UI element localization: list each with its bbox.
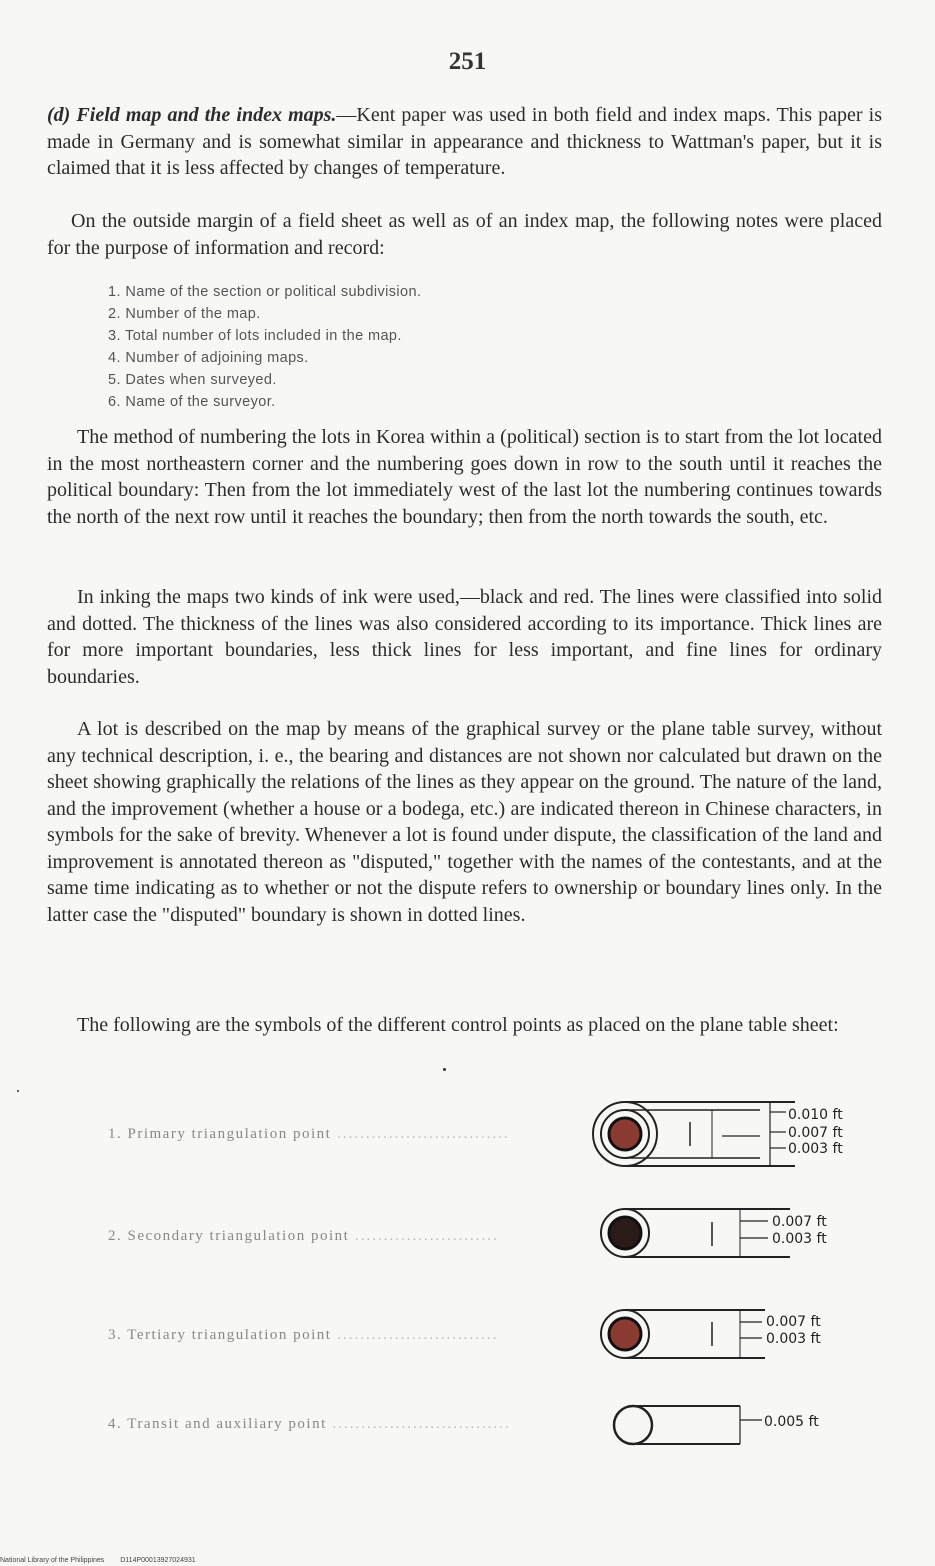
dimension-label: 0.007 ft xyxy=(772,1214,827,1230)
tertiary-point-symbol xyxy=(601,1310,765,1358)
paragraph-lead: (d) Field map and the index maps. xyxy=(47,104,337,126)
paragraph-lot-description: A lot is described on the map by means of the graphical survey or the plane table survey, without any technical description, i. e., the bearing and distances are not shown nor calculated but drawn on the sheet showing graphically the relations of the lines as they appear on the ground. The nature of the land, and the improvement (whether a house or a bodega, etc.) are indicated thereon in Chinese characters, in symbols for the sake of brevity. Whenever a lot is found under dispute, the classification of the land and improvement is annotated thereon as "disputed," together with the names of the contestants, and at the same time indicating as to whether or not the dispute refers to ownership or boundary lines only. In the latter case the "disputed" boundary is shown in dotted lines. xyxy=(47,718,882,926)
primary-point-symbol xyxy=(593,1102,795,1166)
dimension-label: 0.003 ft xyxy=(788,1141,843,1157)
note-item: 3. Total number of lots included in the map. xyxy=(108,328,402,344)
dimension-label: 0.007 ft xyxy=(788,1125,843,1141)
secondary-point-symbol xyxy=(601,1209,790,1257)
dimension-label: 0.007 ft xyxy=(766,1314,821,1330)
footer-library: National Library of the Philippines xyxy=(0,1557,105,1564)
transit-point-symbol xyxy=(614,1406,762,1444)
note-item: 5. Dates when surveyed. xyxy=(108,372,277,388)
scan-footer xyxy=(0,1557,210,1564)
paragraph-numbering: The method of numbering the lots in Korea within a (political) section is to start from the lot located in the most northeastern corner and the numbering goes down in row to the south until it reaches the political boundary: Then from the lot immediately west of the last lot the numbering continues towards the north of the next row until it reaches the boundary; then from the north towards the south, etc. xyxy=(47,426,882,528)
paragraph-outside-margin: On the outside margin of a field sheet as well as of an index map, the following notes were placed for the purpose of information and record: xyxy=(47,210,882,259)
dimension-label: 0.003 ft xyxy=(772,1231,827,1247)
symbol-label-tertiary: 3. Tertiary triangulation point ............................ xyxy=(108,1327,499,1343)
paragraph-symbols-intro: The following are the symbols of the different control points as placed on the plane table sheet: xyxy=(77,1014,839,1036)
paragraph-inking: In inking the maps two kinds of ink were used,—black and red. The lines were classified into solid and dotted. The thickness of the lines was also considered according to its importance. Thick lines are for more important boundaries, less thick lines for less important, and fine lines for ordinary boundaries. xyxy=(47,586,882,688)
footer-code: D114P00013927024931 xyxy=(120,1557,196,1564)
paragraph-body: —Kent paper was used in both field and index maps. This paper is made in Germany and is somewhat similar in appearance and thickness to Wattman's paper, but it is claimed that it is less affected by changes of temperature. xyxy=(47,104,882,179)
symbol-label-transit: 4. Transit and auxiliary point ............................... xyxy=(108,1416,511,1432)
page-number: 251 xyxy=(448,48,487,75)
note-item: 1. Name of the section or political subdivision. xyxy=(108,284,422,300)
dimension-label: 0.010 ft xyxy=(788,1107,843,1123)
symbol-label-primary: 1. Primary triangulation point .............................. xyxy=(108,1126,510,1142)
note-item: 6. Name of the surveyor. xyxy=(108,394,276,410)
note-item: 4. Number of adjoining maps. xyxy=(108,350,309,366)
symbol-label-secondary: 2. Secondary triangulation point ......................... xyxy=(108,1228,499,1244)
note-item: 2. Number of the map. xyxy=(108,306,261,322)
dimension-label: 0.003 ft xyxy=(766,1331,821,1347)
dimension-label: 0.005 ft xyxy=(764,1414,819,1430)
